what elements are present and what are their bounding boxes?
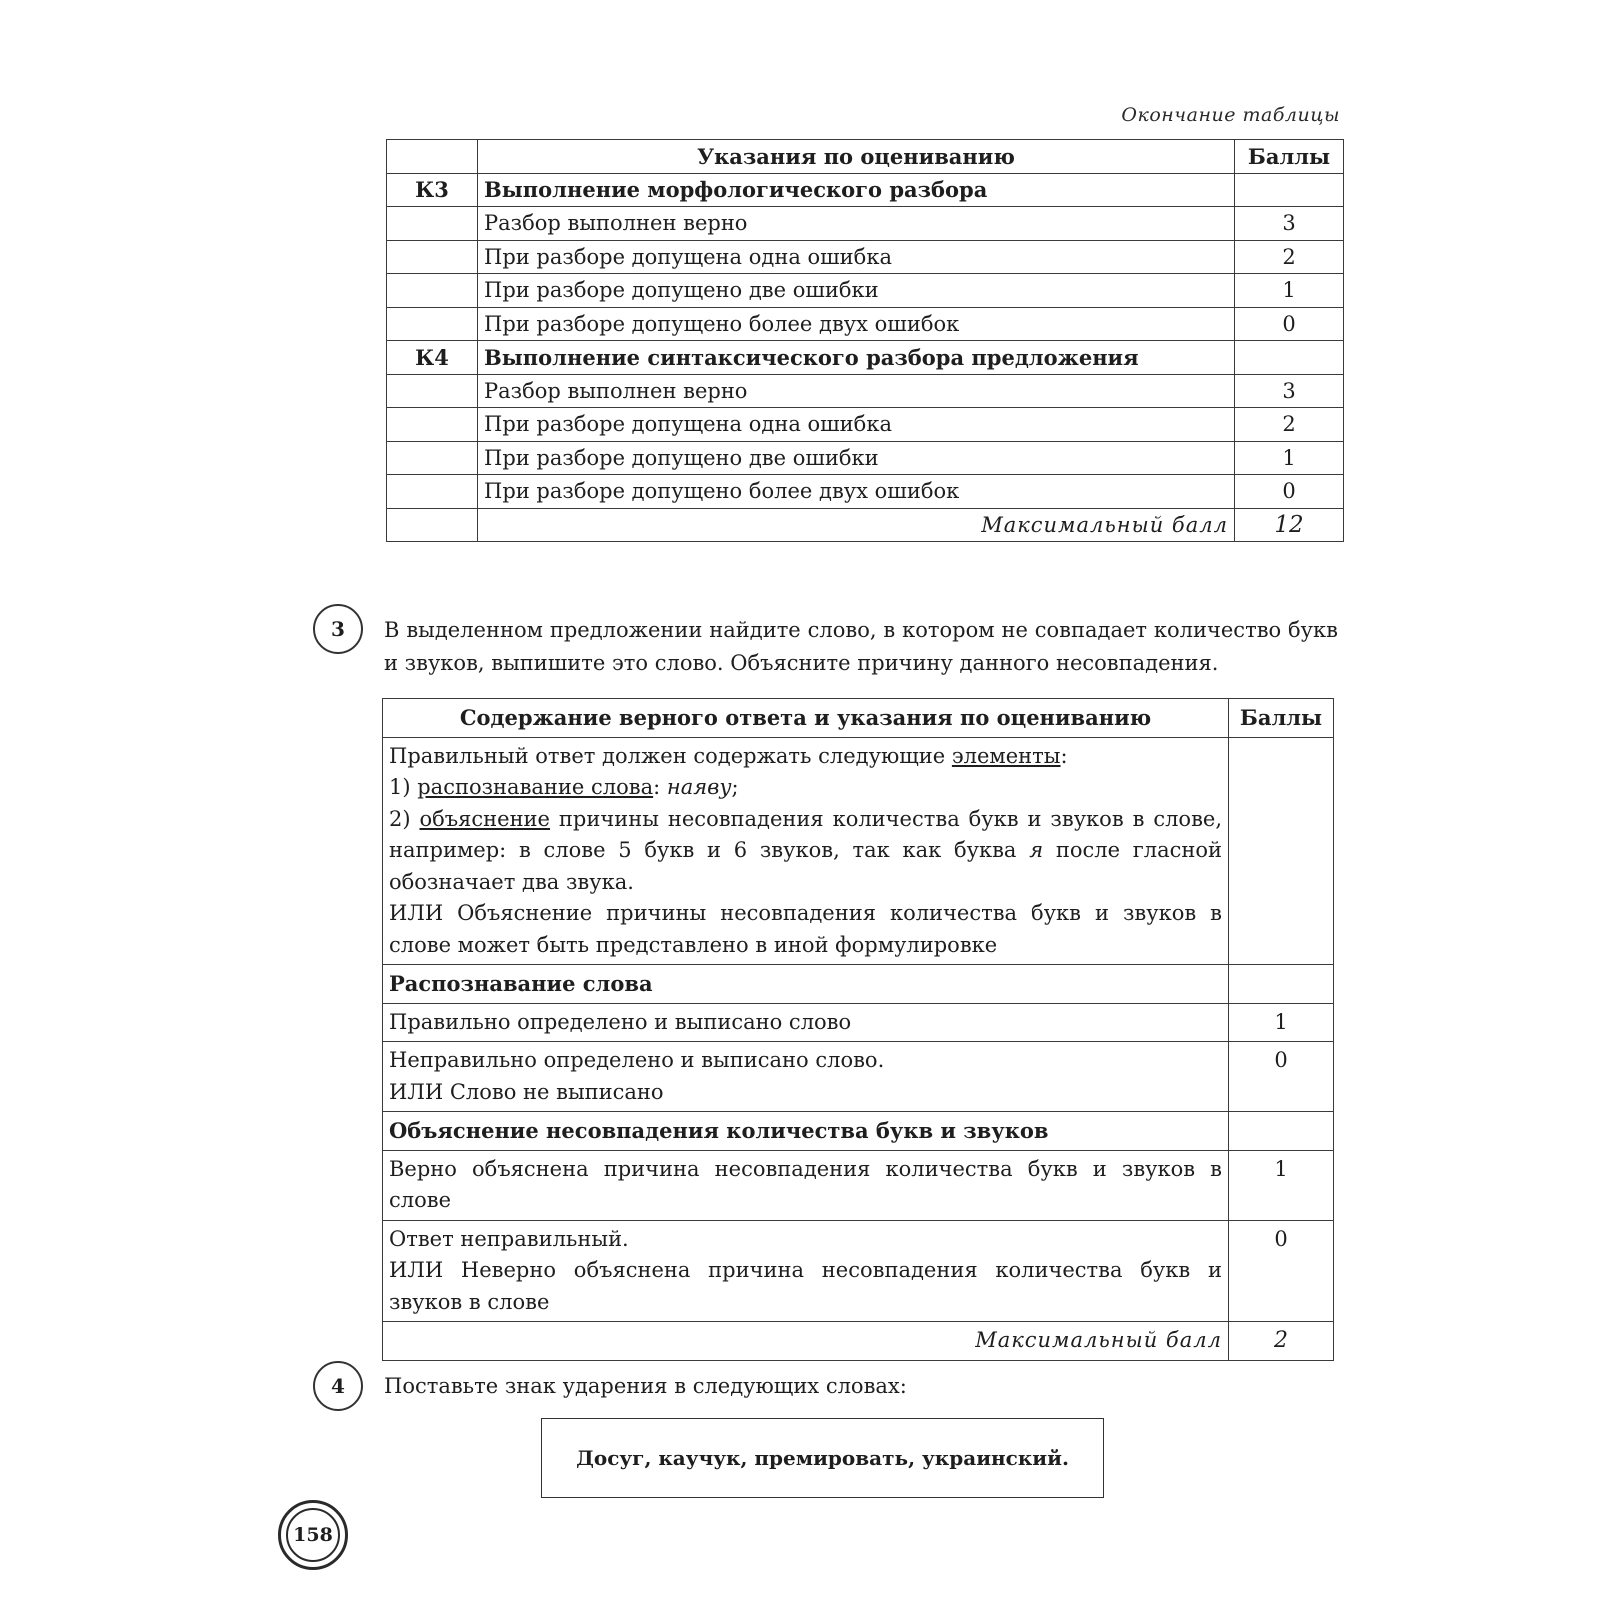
criterion-title: Распознавание слова xyxy=(383,965,1229,1004)
answer-element-2: 2) объяснение причины несовпадения количества букв и звуков в слове, например: в слове 5 букв и 6 звуков, так как буква я после гласной обозначает два звука. xyxy=(389,806,1223,894)
row-text: Верно объяснена причина несовпадения количества букв и звуков в слове xyxy=(383,1150,1229,1220)
criterion-title: Выполнение морфологического разбора xyxy=(478,173,1235,207)
row-text: Разбор выполнен верно xyxy=(478,374,1235,408)
answer-alternative: ИЛИ Объяснение причины несовпадения количества букв и звуков в слове может быть представлено в иной формулировке xyxy=(389,901,1222,957)
header-criteria: Указания по оцениванию xyxy=(478,140,1235,174)
answer-element-1: 1) распознавание слова: наяву; xyxy=(389,775,739,799)
criterion-code: К3 xyxy=(387,173,478,207)
task-4-number: 4 xyxy=(313,1361,363,1411)
max-score-value: 2 xyxy=(1229,1322,1334,1361)
continuation-label: Окончание таблицы xyxy=(1121,104,1340,126)
row-score: 1 xyxy=(1229,1150,1334,1220)
answer-row xyxy=(383,737,1334,965)
header-content: Содержание верного ответа и указания по оцениванию xyxy=(383,699,1229,738)
task-4-text: Поставьте знак ударения в следующих словах: xyxy=(384,1374,907,1398)
task-3-number: 3 xyxy=(313,604,363,654)
table-row xyxy=(387,207,1344,241)
row-score: 0 xyxy=(1235,307,1344,341)
row-score xyxy=(1229,737,1334,965)
row-score: 3 xyxy=(1235,374,1344,408)
row-score: 1 xyxy=(1235,441,1344,475)
row-text: При разборе допущено более двух ошибок xyxy=(478,307,1235,341)
table-row xyxy=(387,475,1344,509)
row-score xyxy=(1229,1112,1334,1151)
table-row xyxy=(387,341,1344,375)
table-row xyxy=(387,173,1344,207)
row-text: Ответ неправильный. ИЛИ Неверно объяснена причина несовпадения количества букв и звуков в слове xyxy=(383,1220,1229,1322)
criterion-code: К4 xyxy=(387,341,478,375)
table-row xyxy=(383,965,1334,1004)
row-code xyxy=(387,441,478,475)
row-score: 1 xyxy=(1235,274,1344,308)
max-score-row xyxy=(383,1322,1334,1361)
row-score: 0 xyxy=(1235,475,1344,509)
row-text: При разборе допущено более двух ошибок xyxy=(478,475,1235,509)
table-row xyxy=(383,1220,1334,1322)
scoring-table-task-3 xyxy=(382,698,1334,1361)
row-code xyxy=(387,508,478,542)
table-row xyxy=(387,374,1344,408)
max-score-value: 12 xyxy=(1235,508,1344,542)
header-code xyxy=(387,140,478,174)
page-number: 158 xyxy=(286,1508,340,1562)
table-row xyxy=(387,441,1344,475)
row-score: 2 xyxy=(1235,240,1344,274)
max-score-label: Максимальный балл xyxy=(478,508,1235,542)
row-score: 2 xyxy=(1235,408,1344,442)
max-score-row xyxy=(387,508,1344,542)
word-list-box xyxy=(541,1418,1104,1498)
table-row xyxy=(383,1150,1334,1220)
table-header-row xyxy=(387,140,1344,174)
row-score: 0 xyxy=(1229,1220,1334,1322)
table-header-row xyxy=(383,699,1334,738)
page-number-badge xyxy=(278,1500,348,1570)
table-row xyxy=(383,1003,1334,1042)
row-text: Разбор выполнен верно xyxy=(478,207,1235,241)
table-row xyxy=(387,307,1344,341)
task-3-text: В выделенном предложении найдите слово, в котором не совпадает количество букв и звуков, выпишите это слово. Объясните причину данного несовпадения. xyxy=(384,618,1338,675)
row-score xyxy=(1229,965,1334,1004)
row-score xyxy=(1235,341,1344,375)
scoring-table-k3-k4 xyxy=(386,139,1344,542)
row-text: При разборе допущена одна ошибка xyxy=(478,240,1235,274)
row-text: Неправильно определено и выписано слово. ИЛИ Слово не выписано xyxy=(383,1042,1229,1112)
table-row xyxy=(387,274,1344,308)
table-row xyxy=(387,240,1344,274)
row-code xyxy=(387,374,478,408)
max-score-label: Максимальный балл xyxy=(383,1322,1229,1361)
row-score: 3 xyxy=(1235,207,1344,241)
row-code xyxy=(387,307,478,341)
header-score: Баллы xyxy=(1229,699,1334,738)
criterion-title: Объяснение несовпадения количества букв и звуков xyxy=(383,1112,1229,1151)
row-score: 0 xyxy=(1229,1042,1334,1112)
row-code xyxy=(387,475,478,509)
answer-intro: Правильный ответ должен содержать следующие элементы: xyxy=(389,743,1068,768)
row-code xyxy=(387,207,478,241)
row-text: При разборе допущено две ошибки xyxy=(478,274,1235,308)
row-code xyxy=(387,408,478,442)
table-row xyxy=(387,408,1344,442)
row-code xyxy=(387,240,478,274)
header-score: Баллы xyxy=(1235,140,1344,174)
table-row xyxy=(383,1042,1334,1112)
row-text: При разборе допущена одна ошибка xyxy=(478,408,1235,442)
answer-cell xyxy=(383,737,1229,965)
row-score: 1 xyxy=(1229,1003,1334,1042)
row-text: При разборе допущено две ошибки xyxy=(478,441,1235,475)
row-text: Правильно определено и выписано слово xyxy=(383,1003,1229,1042)
criterion-title: Выполнение синтаксического разбора предложения xyxy=(478,341,1235,375)
row-code xyxy=(387,274,478,308)
word-list: Досуг, каучук, премировать, украинский. xyxy=(576,1446,1069,1470)
table-row xyxy=(383,1112,1334,1151)
row-score xyxy=(1235,173,1344,207)
